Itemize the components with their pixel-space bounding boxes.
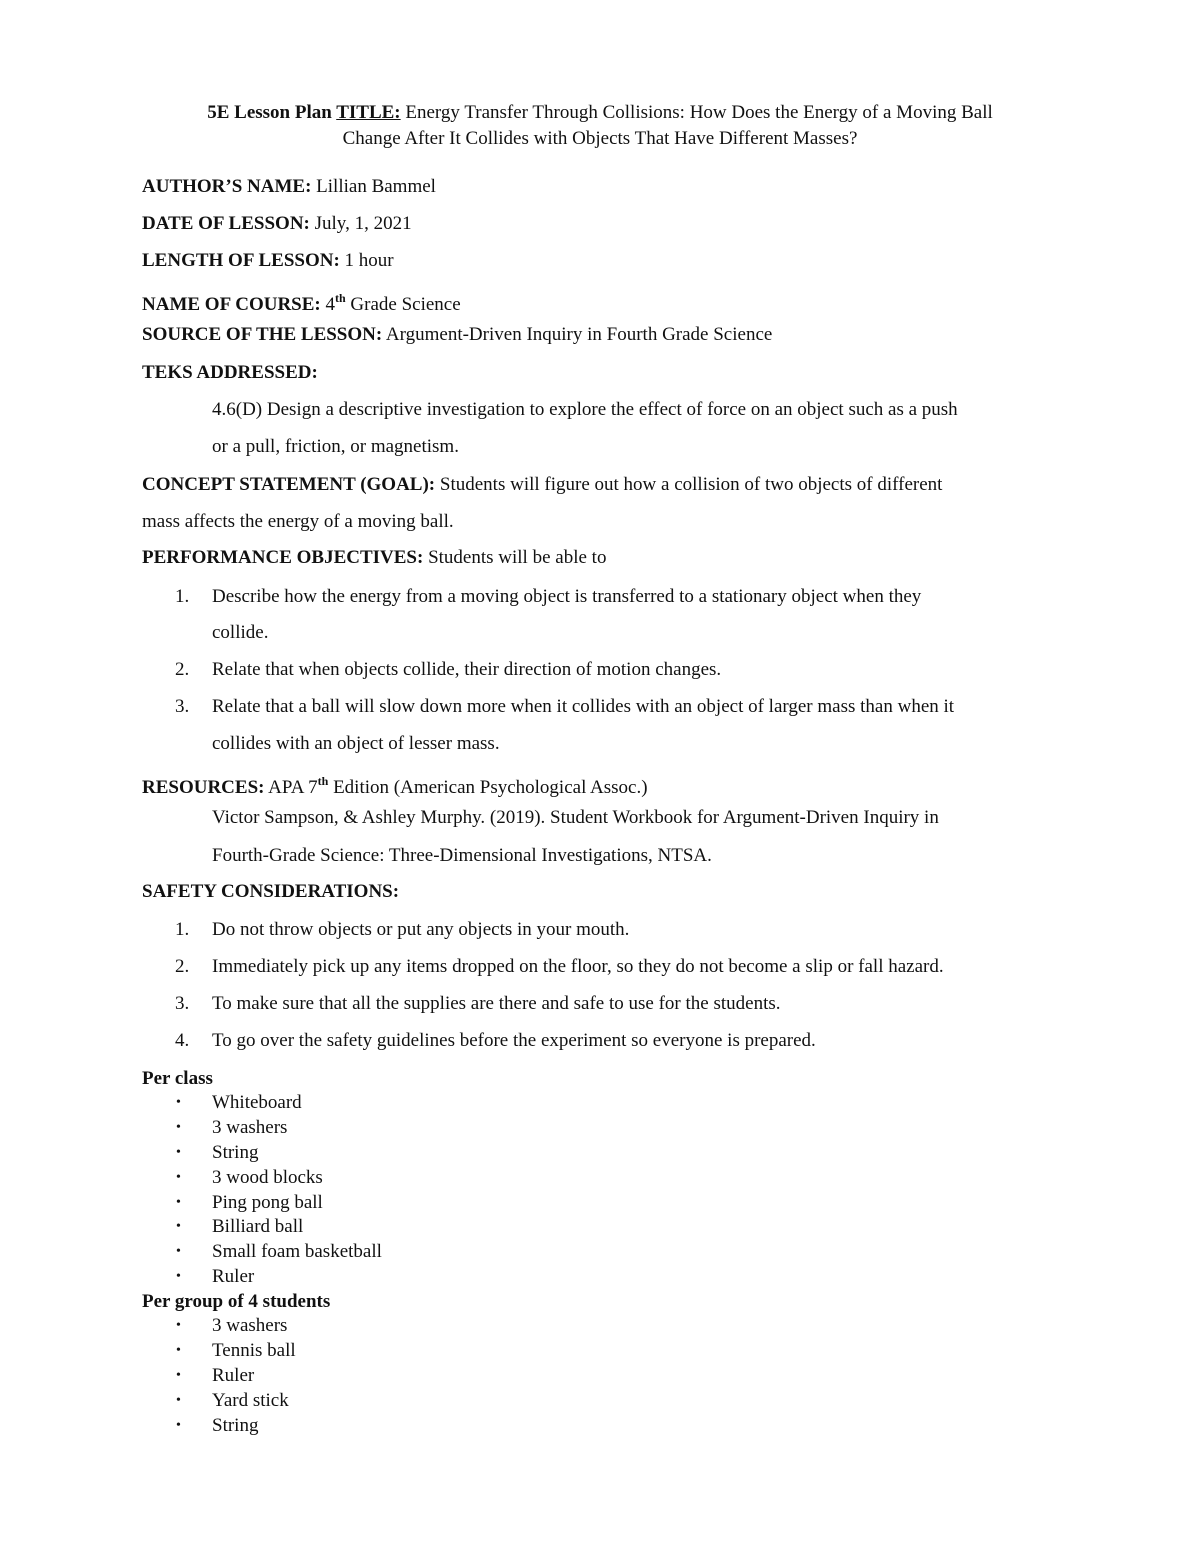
length-label: LENGTH OF LESSON: — [142, 250, 340, 271]
date-value: July, 1, 2021 — [309, 213, 412, 234]
source-value: Argument-Driven Inquiry in Fourth Grade Science — [382, 324, 773, 345]
objective-1-line-2: collide. — [212, 622, 269, 643]
resources-style: APA 7 — [264, 777, 318, 798]
bullet-icon: • — [176, 1170, 181, 1185]
teks-text-line-2: or a pull, friction, or magnetism. — [212, 436, 459, 457]
citation-line-2: Fourth-Grade Science: Three-Dimensional Investigations, NTSA. — [212, 845, 712, 866]
concept-statement — [142, 473, 942, 497]
per-class-item: Small foam basketball — [212, 1241, 382, 1262]
title-label: TITLE: — [336, 102, 401, 123]
date-field — [142, 212, 412, 236]
title-prefix: 5E Lesson Plan — [207, 102, 337, 123]
safety-heading — [142, 880, 399, 904]
objective-3-line-1: Relate that a ball will slow down more when it collides with an object of larger mass than when it — [212, 696, 955, 717]
concept-label: CONCEPT STATEMENT (GOAL): — [142, 474, 436, 495]
objective-3-number: 3. — [175, 696, 190, 717]
safety-2-text: Immediately pick up any items dropped on the floor, so they do not become a slip or fall hazard. — [212, 956, 944, 977]
author-field — [142, 175, 436, 199]
bullet-icon: • — [176, 1343, 181, 1358]
teks-label: TEKS ADDRESSED: — [142, 362, 318, 383]
course-field — [142, 286, 461, 317]
per-group-heading — [142, 1290, 330, 1314]
author-value: Lillian Bammel — [311, 176, 436, 197]
per-group-item: String — [212, 1415, 259, 1436]
safety-3-text: To make sure that all the supplies are there and safe to use for the students. — [212, 993, 781, 1014]
per-class-item: String — [212, 1142, 259, 1163]
bullet-icon: • — [176, 1219, 181, 1234]
concept-text-1: Students will figure out how a collision of two objects of different — [435, 474, 943, 495]
per-group-label: Per group of 4 students — [142, 1291, 331, 1312]
course-grade-number: 4 — [320, 294, 335, 315]
length-field — [142, 249, 394, 273]
safety-label: SAFETY CONSIDERATIONS: — [142, 881, 400, 902]
source-field — [142, 323, 772, 347]
safety-1-text: Do not throw objects or put any objects in your mouth. — [212, 919, 630, 940]
course-grade-superscript: th — [335, 291, 346, 305]
length-value: 1 hour — [339, 250, 394, 271]
objective-3-line-2: collides with an object of lesser mass. — [212, 733, 500, 754]
bullet-icon: • — [176, 1095, 181, 1110]
per-class-heading — [142, 1067, 213, 1091]
per-group-item: Tennis ball — [212, 1340, 296, 1361]
teks-heading — [142, 361, 318, 385]
safety-2-number: 2. — [175, 956, 190, 977]
resources-style-suffix: Edition (American Psychological Assoc.) — [328, 777, 648, 798]
author-label: AUTHOR’S NAME: — [142, 176, 312, 197]
bullet-icon: • — [176, 1269, 181, 1284]
resources-label: RESOURCES: — [142, 777, 265, 798]
per-group-item: Ruler — [212, 1365, 255, 1386]
bullet-icon: • — [176, 1195, 181, 1210]
objectives-heading — [142, 546, 606, 570]
objective-2-number: 2. — [175, 659, 190, 680]
safety-4-text: To go over the safety guidelines before the experiment so everyone is prepared. — [212, 1030, 816, 1051]
resources-style-superscript: th — [317, 774, 329, 788]
objective-1-line-1: Describe how the energy from a moving object is transferred to a stationary object when they — [212, 586, 922, 607]
bullet-icon: • — [176, 1145, 181, 1160]
course-value: Grade Science — [345, 294, 461, 315]
date-label: DATE OF LESSON: — [142, 213, 310, 234]
per-class-item: Billiard ball — [212, 1216, 304, 1237]
per-class-item: 3 washers — [212, 1117, 288, 1138]
source-label: SOURCE OF THE LESSON: — [142, 324, 383, 345]
per-class-label: Per class — [142, 1068, 213, 1089]
objective-2-line-1: Relate that when objects collide, their direction of motion changes. — [212, 659, 722, 680]
title-line-2: Change After It Collides with Objects That Have Different Masses? — [342, 128, 858, 149]
bullet-icon: • — [176, 1120, 181, 1135]
safety-4-number: 4. — [175, 1030, 190, 1051]
objective-1-number: 1. — [175, 586, 190, 607]
objectives-label: PERFORMANCE OBJECTIVES: — [142, 547, 424, 568]
per-group-item: Yard stick — [212, 1390, 289, 1411]
bullet-icon: • — [176, 1244, 181, 1259]
bullet-icon: • — [176, 1418, 181, 1433]
per-group-item: 3 washers — [212, 1315, 288, 1336]
teks-text-line-1: 4.6(D) Design a descriptive investigation to explore the effect of force on an object such as a push — [212, 399, 958, 420]
per-class-item: 3 wood blocks — [212, 1167, 323, 1188]
bullet-icon: • — [176, 1368, 181, 1383]
per-class-item: Ruler — [212, 1266, 255, 1287]
resources-heading — [142, 769, 648, 800]
course-label: NAME OF COURSE: — [142, 294, 321, 315]
bullet-icon: • — [176, 1318, 181, 1333]
bullet-icon: • — [176, 1393, 181, 1408]
safety-3-number: 3. — [175, 993, 190, 1014]
lesson-title — [0, 100, 1200, 152]
title-text-1: Energy Transfer Through Collisions: How Does the Energy of a Moving Ball — [400, 102, 993, 123]
concept-text-2: mass affects the energy of a moving ball. — [142, 511, 454, 532]
objectives-intro: Students will be able to — [423, 547, 607, 568]
title-line-1 — [0, 100, 1200, 126]
citation-line-1: Victor Sampson, & Ashley Murphy. (2019). Student Workbook for Argument-Driven Inquiry in — [212, 807, 939, 828]
safety-1-number: 1. — [175, 919, 190, 940]
per-class-item: Ping pong ball — [212, 1192, 323, 1213]
per-class-item: Whiteboard — [212, 1092, 302, 1113]
